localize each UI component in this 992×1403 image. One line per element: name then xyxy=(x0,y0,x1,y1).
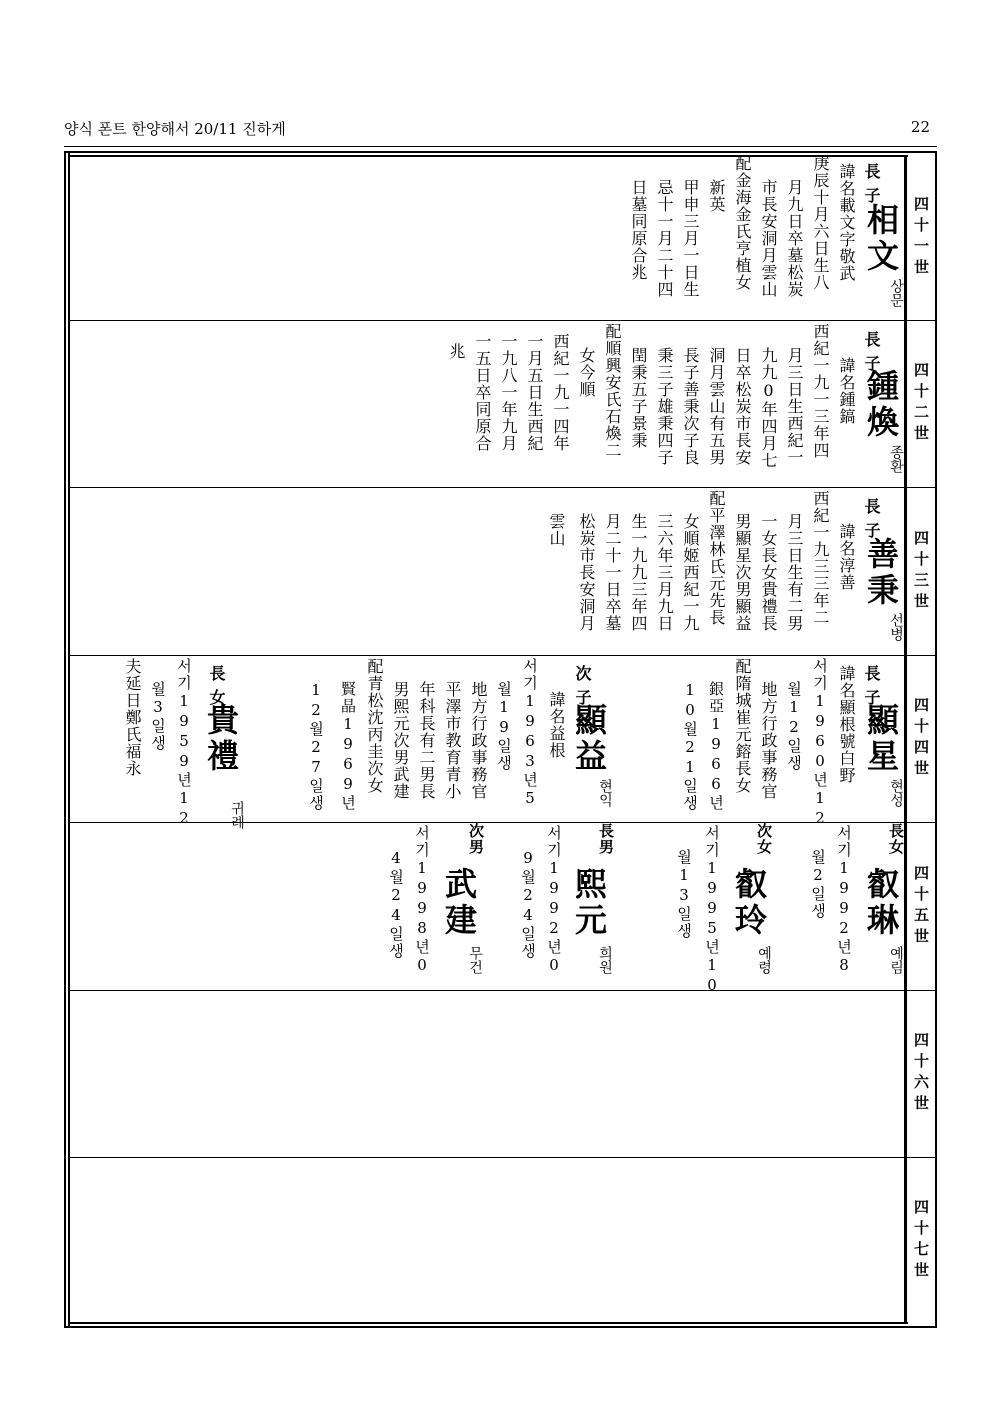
g42-line: 洞月雲山有五男 xyxy=(707,347,726,466)
g44b-role: 次子 xyxy=(573,665,592,713)
g44b-reading: 현익 xyxy=(597,779,613,807)
g44c-name: 貴禮 xyxy=(202,703,240,775)
g42-line: 閏秉五子景秉 xyxy=(629,347,648,449)
border-top-inner xyxy=(68,155,908,157)
g44b-line: 賢晶1969년 xyxy=(339,681,357,812)
g45-line: 서기1992년8 xyxy=(835,825,853,976)
g43-line: 一女長女貴禮長 xyxy=(759,513,778,632)
g44c-line: 夫延日鄭氏福永 xyxy=(123,658,142,777)
g45-name: 武建 xyxy=(440,867,478,939)
g44a-line: 地方行政事務官 xyxy=(759,681,778,800)
g44b-line: 地方行政事務官 xyxy=(469,681,488,800)
g42-line: 月三日生西紀一 xyxy=(785,347,804,466)
g41-line: 配金海金氏亨植女 xyxy=(733,155,752,291)
g44c-reading: 귀례 xyxy=(229,801,245,829)
border-top xyxy=(64,151,937,153)
generation-label-43: 四十三世 xyxy=(912,529,930,614)
g45-role: 長女 xyxy=(887,823,905,855)
border-left xyxy=(64,151,66,1328)
g45-line: 월2일생 xyxy=(809,849,827,920)
border-right xyxy=(935,151,937,1328)
g42-line: 一五日卒同原合 xyxy=(473,333,492,452)
g44b-line: 諱名益根 xyxy=(547,691,566,759)
g42-line: 諱名鍾鎬 xyxy=(837,357,856,425)
g42-line: 西紀一九一四年 xyxy=(551,333,570,452)
g44a-role: 長子 xyxy=(862,665,881,713)
g43-role: 長子 xyxy=(862,498,881,546)
header-rule xyxy=(64,146,937,147)
row-divider xyxy=(68,990,935,991)
g44a-reading: 현성 xyxy=(888,779,904,807)
g42-role: 長子 xyxy=(862,331,881,379)
g41-line: 甲申三月一日生 xyxy=(681,179,700,298)
g43-line: 雲山 xyxy=(547,513,566,547)
g44c-line: 월3일생 xyxy=(149,681,167,752)
g45-line: 서기1992년0 xyxy=(545,825,563,976)
g44a-line: 銀亞1966년 xyxy=(707,681,725,812)
g42-line: 九九0年四月七 xyxy=(759,347,778,469)
row-divider xyxy=(68,1157,935,1158)
g42-line: 日卒松炭市長安 xyxy=(733,347,752,466)
border-bottom-inner xyxy=(68,1322,908,1324)
g44c-role: 長女 xyxy=(207,665,226,713)
generation-label-46: 四十六世 xyxy=(912,1032,930,1116)
g42-name: 鍾煥 xyxy=(862,369,900,441)
g45-reading: 희원 xyxy=(597,946,613,974)
g44b-line: 平澤市教育青小 xyxy=(443,681,462,800)
g41-line: 市長安洞月雲山 xyxy=(759,179,778,298)
g44b-line: 서기1963년5 xyxy=(521,658,539,809)
g44b-line: 配青松沈丙圭次女 xyxy=(365,658,384,794)
g44b-name: 顯益 xyxy=(570,703,608,775)
g42-line: 秉三子雄秉四子 xyxy=(655,347,674,466)
g45-line: 월13일생 xyxy=(675,849,693,940)
g41-line: 日墓同原合兆 xyxy=(629,179,648,281)
border-bottom xyxy=(64,1326,937,1328)
generation-label-42: 四十二世 xyxy=(912,362,930,446)
g45-role: 長男 xyxy=(597,823,615,855)
g44b-line: 월19일생 xyxy=(495,681,513,772)
g42-line: 一九八一年九月 xyxy=(499,333,518,452)
g45-role: 次女 xyxy=(755,823,773,855)
g45-name: 熙元 xyxy=(570,867,608,939)
g41-line: 諱名載文字敬武 xyxy=(837,163,856,282)
g41-line: 新英 xyxy=(707,179,726,213)
g43-line: 松炭市長安洞月 xyxy=(577,513,596,632)
g44b-line: 年科長有二男長 xyxy=(417,681,436,800)
g43-name: 善秉 xyxy=(862,537,900,609)
g45-name: 叡玲 xyxy=(730,867,768,939)
g43-line: 配平澤林氏元先長 xyxy=(707,490,726,626)
g43-line: 女順姬西紀一九 xyxy=(681,513,700,632)
g44a-line: 配隋城崔元鎔長女 xyxy=(733,658,752,794)
g45-line: 서기1998년0 xyxy=(413,825,431,976)
generation-label-44: 四十四世 xyxy=(912,697,930,781)
g43-line: 西紀一九三三年二 xyxy=(811,490,830,626)
row-divider xyxy=(68,487,935,488)
g44a-line: 諱名顯根號白野 xyxy=(837,665,856,784)
g43-line: 生一九九三年四 xyxy=(629,513,648,632)
g43-line: 諱名淳善 xyxy=(837,523,856,591)
g45-reading: 예령 xyxy=(756,946,772,974)
g43-line: 月三日生有二男 xyxy=(785,513,804,632)
row-divider xyxy=(68,822,935,823)
g43-line: 三六年三月九日 xyxy=(655,513,674,632)
g44b-line: 12월27일생 xyxy=(307,681,325,812)
g43-reading: 선병 xyxy=(888,613,904,641)
g45-reading: 무건 xyxy=(467,946,483,974)
g43-line: 男顯星次男顯益 xyxy=(733,513,752,632)
g41-reading: 상문 xyxy=(888,279,904,307)
g45-name: 叡琳 xyxy=(862,867,900,939)
generation-label-47: 四十七世 xyxy=(912,1198,930,1283)
page-number: 22 xyxy=(910,118,930,136)
g44a-line: 10월21일생 xyxy=(681,681,699,812)
generation-label-41: 四十一世 xyxy=(912,195,930,280)
g42-line: 長子善秉次子良 xyxy=(681,347,700,466)
g44c-line: 서기1959년12 xyxy=(175,658,193,829)
g42-reading: 종환 xyxy=(888,445,904,473)
g45-line: 서기1995년10 xyxy=(703,825,721,996)
g41-line: 庚辰十月六日生八 xyxy=(811,155,830,291)
g42-line: 女今順 xyxy=(577,347,596,398)
genealogy-table xyxy=(64,151,937,1328)
g41-name: 相文 xyxy=(862,203,900,275)
generation-divider xyxy=(904,155,907,1324)
border-left-inner xyxy=(68,151,70,1328)
g42-line: 配順興安氏石煥二 xyxy=(603,323,622,459)
header-title: 양식 폰트 한양해서 20/11 진하게 xyxy=(64,120,286,138)
g43-line: 月二十一日卒墓 xyxy=(603,513,622,632)
g45-reading: 예림 xyxy=(888,946,904,974)
g41-line: 忌十一月二十四 xyxy=(655,179,674,298)
g44a-line: 서기1960년12 xyxy=(811,658,829,829)
g44a-line: 월12일생 xyxy=(785,681,803,772)
g44a-name: 顯星 xyxy=(862,703,900,775)
g41-line: 月九日卒墓松炭 xyxy=(785,179,804,298)
g42-line: 兆 xyxy=(447,343,466,360)
row-divider xyxy=(68,320,935,321)
g41-role: 長子 xyxy=(862,163,881,211)
row-divider xyxy=(68,655,935,656)
g45-line: 9월24일생 xyxy=(519,849,537,960)
g42-line: 西紀一九一三年四 xyxy=(811,323,830,459)
g42-line: 一月五日生西紀 xyxy=(525,333,544,452)
g45-line: 4월24일생 xyxy=(387,849,405,960)
g45-role: 次男 xyxy=(467,823,485,855)
generation-label-45: 四十五世 xyxy=(912,864,930,949)
g44b-line: 男熙元次男武建 xyxy=(391,681,410,800)
